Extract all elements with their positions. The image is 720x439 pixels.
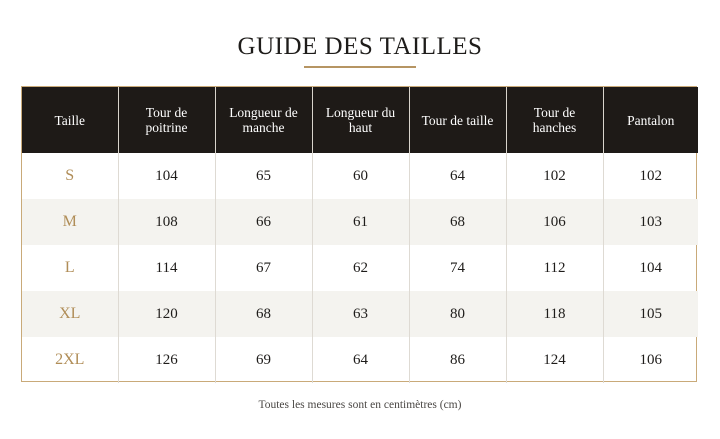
table-cell: 124 xyxy=(506,337,603,383)
size-chart-table-container xyxy=(21,86,697,382)
table-row xyxy=(22,245,698,291)
table-cell: 104 xyxy=(639,259,662,276)
table-cell: 86 xyxy=(409,337,506,383)
table-cell: 108 xyxy=(118,199,215,245)
table-cell: 67 xyxy=(215,245,312,291)
table-header-row xyxy=(22,87,698,153)
table-cell: 68 xyxy=(409,199,506,245)
table-cell: 66 xyxy=(215,199,312,245)
table-cell: 68 xyxy=(215,291,312,337)
title-underline xyxy=(304,66,416,68)
column-header-longueur-de-manche: Longueur de manche xyxy=(215,87,312,153)
size-label: S xyxy=(22,153,118,199)
column-header-tour-de-hanches: Tour de hanches xyxy=(506,87,603,153)
table-row xyxy=(22,199,698,245)
table-row xyxy=(22,291,698,337)
table-cell: 61 xyxy=(312,199,409,245)
table-cell: 102 xyxy=(639,167,662,184)
measurement-footnote: Toutes les mesures sont en centimètres (cm) xyxy=(258,399,462,411)
table-cell: 104 xyxy=(118,153,215,199)
table-cell: 62 xyxy=(312,245,409,291)
table-cell: 74 xyxy=(409,245,506,291)
table-cell: 105 xyxy=(639,305,662,322)
table-cell: 112 xyxy=(506,245,603,291)
table-cell: 118 xyxy=(506,291,603,337)
table-cell: 63 xyxy=(312,291,409,337)
table-row xyxy=(22,337,698,383)
table-cell: 120 xyxy=(118,291,215,337)
size-label: L xyxy=(22,245,118,291)
table-cell: 80 xyxy=(409,291,506,337)
size-label: XL xyxy=(22,291,118,337)
size-chart-table xyxy=(22,87,698,383)
table-cell: 64 xyxy=(409,153,506,199)
table-cell: 69 xyxy=(215,337,312,383)
table-cell: 106 xyxy=(639,351,662,368)
size-label: M xyxy=(22,199,118,245)
column-header-pantalon: Pantalon xyxy=(627,112,675,128)
table-cell: 102 xyxy=(506,153,603,199)
column-header-tour-de-poitrine: Tour de poitrine xyxy=(118,87,215,153)
table-row xyxy=(22,153,698,199)
column-header-tour-de-taille: Tour de taille xyxy=(409,87,506,153)
column-header-taille: Taille xyxy=(22,87,118,153)
table-cell: 114 xyxy=(118,245,215,291)
table-cell: 103 xyxy=(639,213,662,230)
size-label: 2XL xyxy=(22,337,118,383)
table-cell: 60 xyxy=(312,153,409,199)
table-cell: 106 xyxy=(506,199,603,245)
table-cell: 65 xyxy=(215,153,312,199)
column-header-longueur-du-haut: Longueur du haut xyxy=(312,87,409,153)
page-title: GUIDE DES TAILLES xyxy=(237,33,483,60)
table-cell: 126 xyxy=(118,337,215,383)
table-cell: 64 xyxy=(312,337,409,383)
